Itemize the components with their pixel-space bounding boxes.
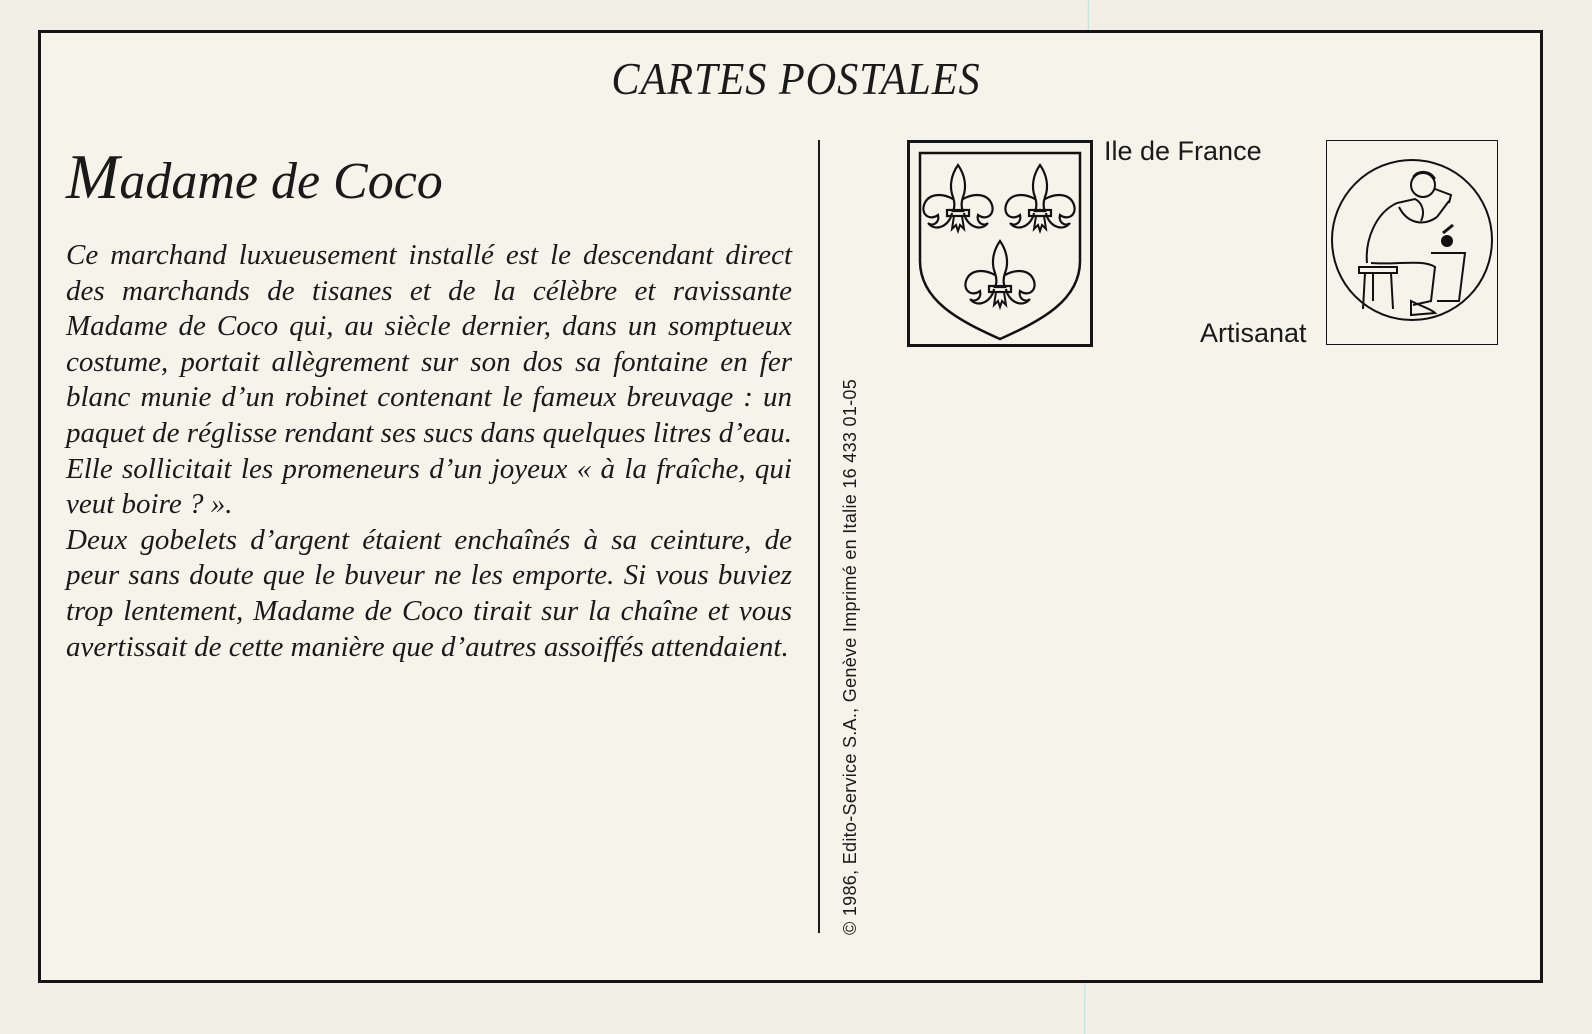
article-paragraph-2: Deux gobelets d’argent étaient enchaînés à sa ceinture, de peur sans doute que le buveur ne les emporte. Si vous buviez trop lentement, Madame de Coco tirait sur la chaîne et vous avertissait de cette manière que d’autres assoiffés attendaient. xyxy=(66,523,792,663)
craftsman-icon xyxy=(1327,141,1497,343)
imprint-text: © 1986, Edito-Service S.A., Genève Imprimé en Italie 16 433 01-05 xyxy=(840,378,860,935)
page-header: CARTES POSTALES xyxy=(611,53,981,104)
region-emblem xyxy=(907,140,1093,347)
category-emblem xyxy=(1326,140,1498,345)
category-label: Artisanat xyxy=(1200,318,1307,348)
title-rest: adame de Coco xyxy=(119,153,443,210)
fleur-de-lis-shield-icon xyxy=(910,143,1090,344)
article-paragraph-1: Ce marchand luxueusement installé est le descendant direct des marchands de tisanes et de la célèbre et ravissante Madame de Coco qui, au siècle dernier, dans un somptueux costume, portait allègrement sur son dos sa fontaine en fer blanc munie d’un robinet contenant le fameux breuvage : un paquet de réglisse rendant ses sucs dans quelques litres d’eau. Elle sollicitait les promeneurs d’un joyeux « à la fraîche, qui veut boire ? ». xyxy=(66,239,792,521)
region-label: Ile de France xyxy=(1104,136,1262,166)
vertical-divider xyxy=(818,140,820,933)
title-initial: M xyxy=(66,141,120,212)
article-title xyxy=(66,140,443,214)
article-body xyxy=(66,238,792,665)
